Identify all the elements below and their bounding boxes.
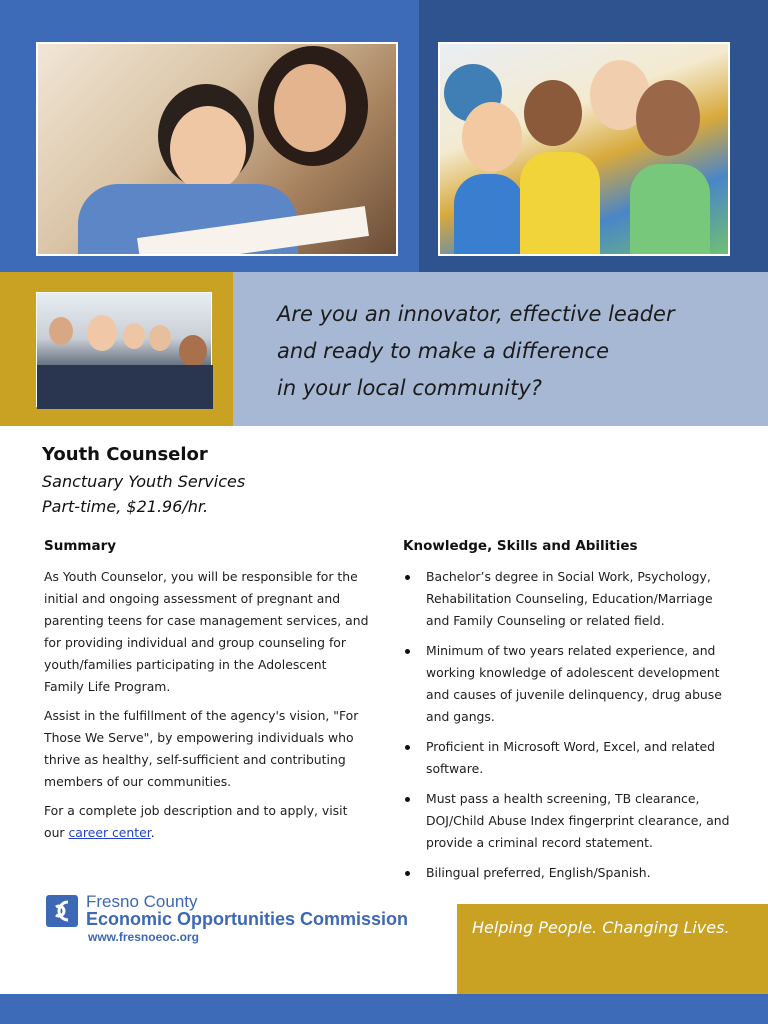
slogan: Helping People. Changing Lives. bbox=[472, 918, 730, 937]
eoc-logo-icon bbox=[46, 895, 78, 927]
bottom-band bbox=[0, 994, 768, 1024]
children-group-photo bbox=[438, 42, 730, 256]
bullet-icon bbox=[405, 649, 410, 654]
professionals-group-photo bbox=[36, 292, 212, 407]
job-title: Youth Counselor bbox=[42, 444, 208, 465]
ksa-list-item bbox=[403, 788, 733, 854]
tagline-line: Are you an innovator, effective leader bbox=[277, 302, 675, 326]
ksa-item-text: Must pass a health screening, TB clearance, DOJ/Child Abuse Index fingerprint clearance, and provide a criminal record statement. bbox=[426, 791, 730, 850]
job-department: Sanctuary Youth Services bbox=[42, 472, 246, 491]
tagline-line: in your local community? bbox=[277, 376, 542, 400]
ksa-heading: Knowledge, Skills and Abilities bbox=[403, 538, 638, 554]
ksa-list-item bbox=[403, 736, 733, 780]
mother-reading-photo bbox=[36, 42, 398, 256]
bullet-icon bbox=[405, 797, 410, 802]
ksa-list bbox=[403, 566, 733, 892]
org-website[interactable]: www.fresnoeoc.org bbox=[88, 930, 199, 944]
job-pay: Part-time, $21.96/hr. bbox=[42, 497, 209, 516]
bullet-icon bbox=[405, 575, 410, 580]
summary-paragraph: Assist in the fulfillment of the agency's vision, "For Those We Serve", by empowering individuals who thrive as healthy, self-sufficient and contributing members of our communities. bbox=[44, 708, 359, 789]
ksa-list-item bbox=[403, 640, 733, 728]
ksa-item-text: Bachelor’s degree in Social Work, Psychology, Rehabilitation Counseling, Education/Marriage and Family Counseling or related field. bbox=[426, 569, 713, 628]
summary-paragraph: As Youth Counselor, you will be responsible for the initial and ongoing assessment of pregnant and parenting teens for case management services, and for providing individual and group counseling for youth/families participating in the Adolescent Family Life Program. bbox=[44, 569, 369, 694]
ksa-list-item bbox=[403, 862, 733, 884]
tagline bbox=[277, 296, 737, 407]
ksa-item-text: Proficient in Microsoft Word, Excel, and related software. bbox=[426, 739, 716, 776]
ksa-list-item bbox=[403, 566, 733, 632]
bullet-icon bbox=[405, 745, 410, 750]
apply-paragraph bbox=[44, 800, 370, 844]
career-center-link[interactable]: career center bbox=[68, 825, 151, 840]
summary-heading: Summary bbox=[44, 538, 117, 554]
org-name-line1: Fresno County bbox=[86, 892, 198, 911]
tagline-line: and ready to make a difference bbox=[277, 339, 609, 363]
ksa-item-text: Minimum of two years related experience, and working knowledge of adolescent development and causes of juvenile delinquency, drug abuse and gangs. bbox=[426, 643, 722, 724]
bullet-icon bbox=[405, 871, 410, 876]
apply-text-end: . bbox=[150, 825, 155, 840]
summary-section bbox=[44, 566, 370, 851]
ksa-item-text: Bilingual preferred, English/Spanish. bbox=[426, 865, 651, 880]
apply-text: For a complete job description and to apply, visit our bbox=[44, 803, 348, 840]
org-name-line2: Economic Opportunities Commission bbox=[86, 909, 409, 929]
